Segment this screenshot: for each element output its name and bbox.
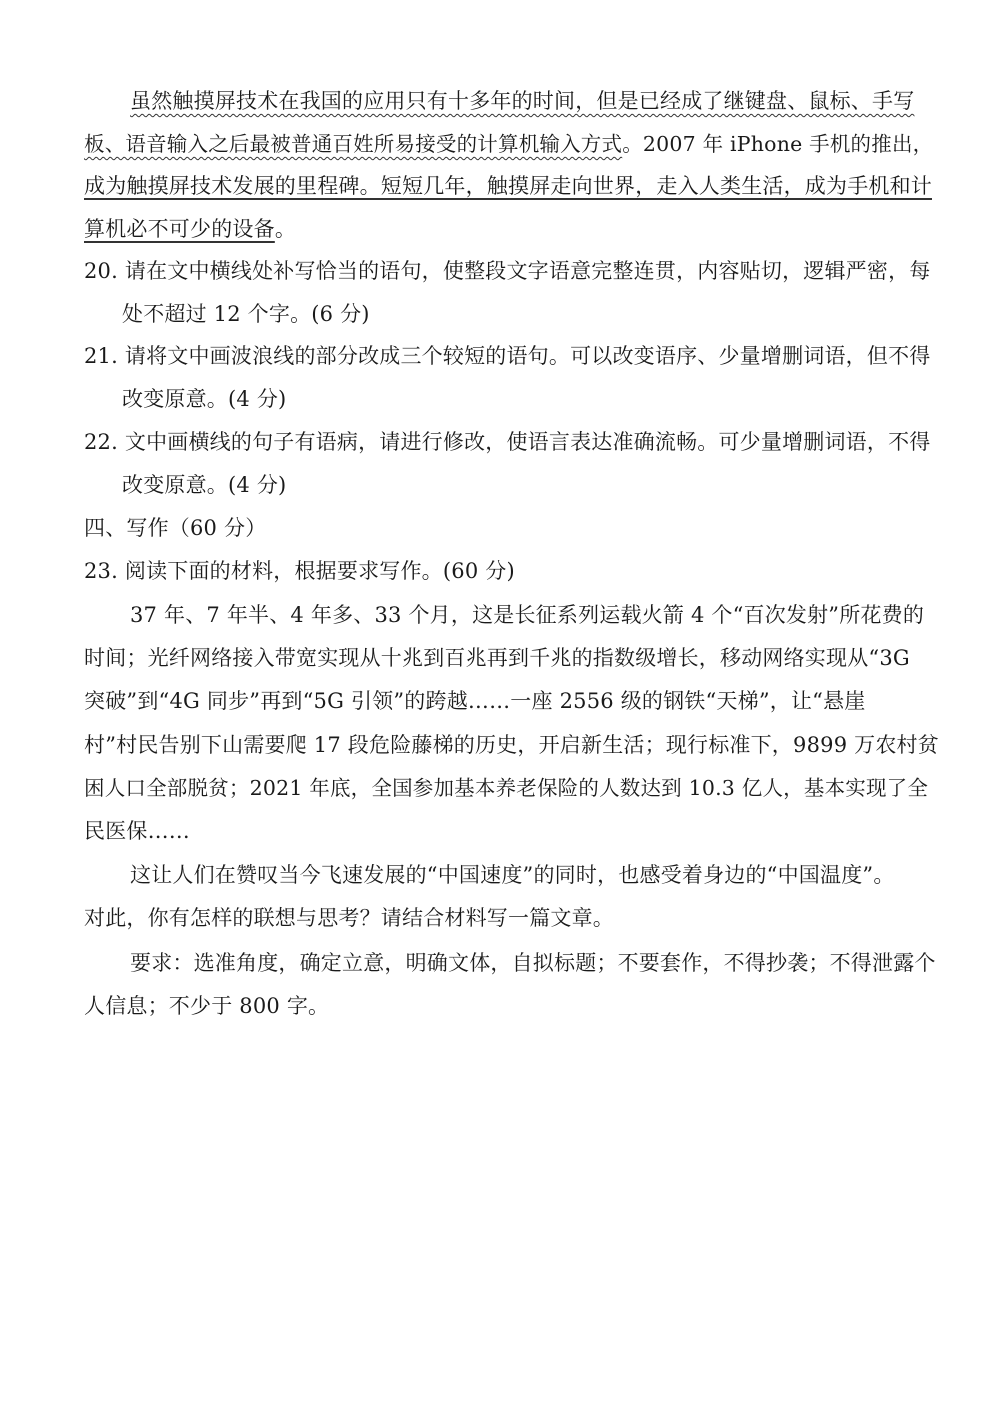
question-21-line-1: 21. 请将文中画波浪线的部分改成三个较短的语句。可以改变语序、少量增删词语，但不得 [84, 344, 931, 368]
question-21-line-2: 改变原意。(4 分) [122, 387, 287, 411]
material-line: 突破”到“4G 同步”再到“5G 引领”的跨越……一座 2556 级的钢铁“天梯”，让“悬崖 [84, 689, 866, 713]
passage-line-3 [84, 171, 932, 201]
passage-text: 。2007 年 iPhone 手机的推出， [622, 132, 934, 156]
material-line: 村”村民告别下山需要爬 17 段危险藤梯的历史，开启新生活；现行标准下，9899 万农村贫 [84, 733, 939, 757]
section-heading: 四、写作（60 分） [84, 516, 267, 540]
question-22-line-1: 22. 文中画横线的句子有语病，请进行修改，使语言表达准确流畅。可少量增删词语，不得 [84, 430, 931, 454]
material-line: 对此，你有怎样的联想与思考？请结合材料写一篇文章。 [84, 906, 614, 930]
passage-line-2 [84, 129, 933, 159]
material-line: 困人口全部脱贫；2021 年底，全国参加基本养老保险的人数达到 10.3 亿人，基本实现了全 [84, 776, 929, 800]
material-line: 37 年、7 年半、4 年多、33 个月，这是长征系列运载火箭 4 个“百次发射”所花费的 [130, 603, 925, 627]
requirements-line: 要求：选准角度，确定立意，明确文体，自拟标题；不要套作，不得抄袭；不得泄露个 [130, 951, 936, 975]
passage-line-1 [130, 86, 914, 116]
material-line: 时间；光纤网络接入带宽实现从十兆到百兆再到千兆的指数级增长，移动网络实现从“3G [84, 646, 910, 670]
question-20-line-1: 20. 请在文中横线处补写恰当的语句，使整段文字语意完整连贯，内容贴切，逻辑严密，每 [84, 259, 931, 283]
wavy-underlined-text: 板、语音输入之后最被普通百姓所易接受的计算机输入方式 [84, 132, 623, 156]
material-line: 这让人们在赞叹当今飞速发展的“中国速度”的同时，也感受着身边的“中国温度”。 [130, 863, 895, 887]
straight-underlined-text: 算机必不可少的设备 [84, 217, 275, 241]
requirements-line: 人信息；不少于 800 字。 [84, 994, 330, 1018]
question-23: 23. 阅读下面的材料，根据要求写作。(60 分) [84, 559, 515, 583]
straight-underlined-text: 成为触摸屏技术发展的里程碑。短短几年，触摸屏走向世界，走入人类生活，成为手机和计 [84, 174, 932, 198]
material-line: 民医保…… [84, 819, 190, 843]
passage-line-4 [84, 214, 296, 244]
passage-text: 。 [274, 217, 297, 241]
question-22-line-2: 改变原意。(4 分) [122, 473, 287, 497]
wavy-underlined-text: 虽然触摸屏技术在我国的应用只有十多年的时间，但是已经成了继键盘、鼠标、手写 [130, 89, 915, 113]
question-20-line-2: 处不超过 12 个字。(6 分) [122, 302, 370, 326]
